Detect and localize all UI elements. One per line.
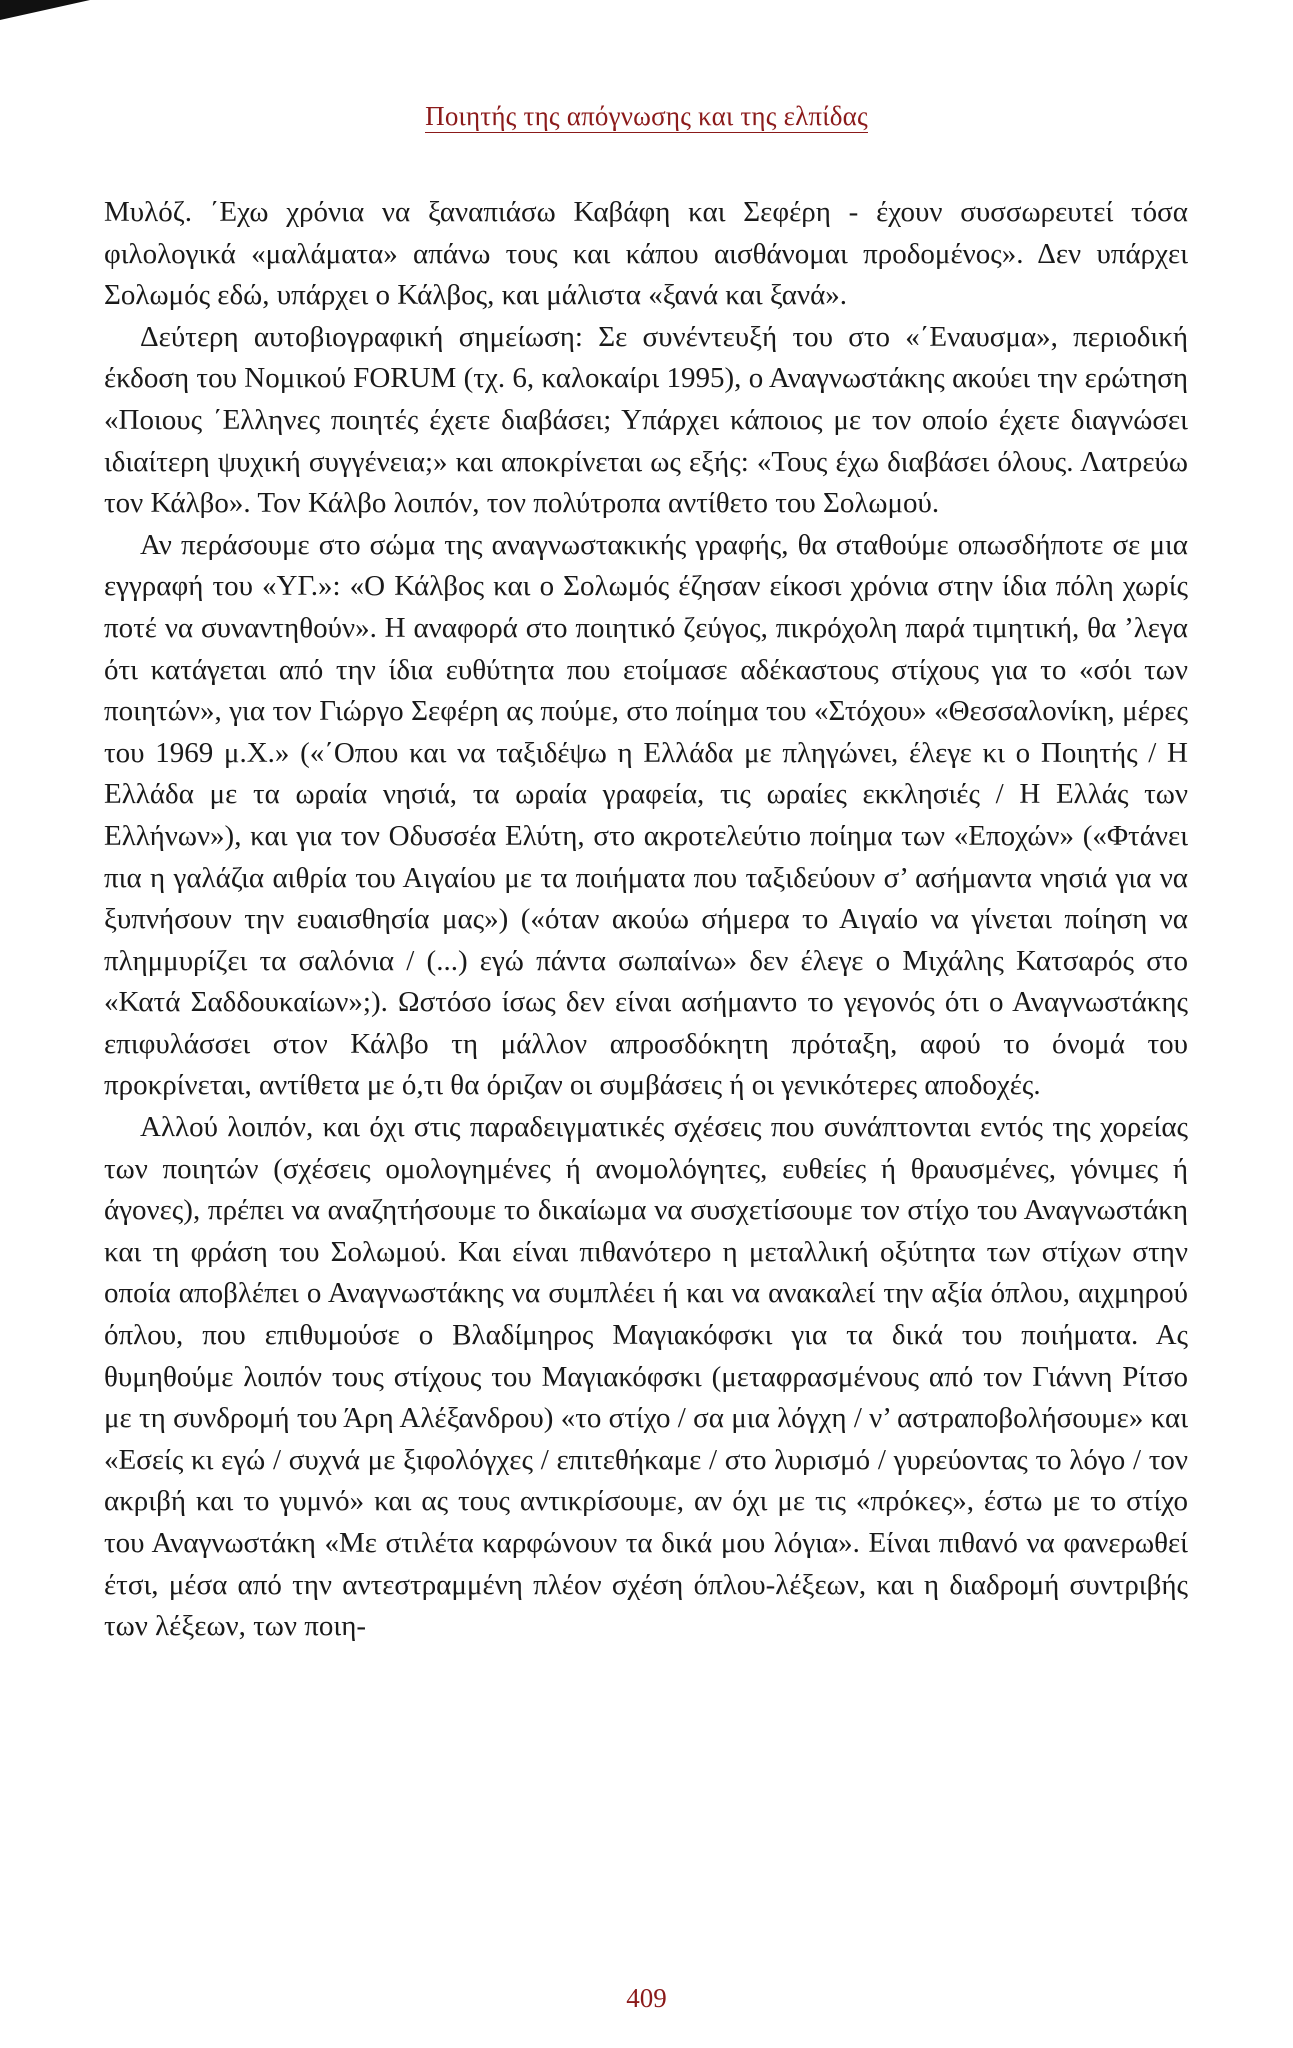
body-text [104, 192, 1188, 1648]
running-head [0, 100, 1293, 133]
paragraph-3: Αν περάσουμε στο σώμα της αναγνωστακικής γραφής, θα σταθούμε οπωσδήποτε σε μια εγγραφή του «ΥΓ.»: «Ο Κάλβος και ο Σολωμός έζησαν είκοσι χρόνια στην ίδια πόλη χωρίς ποτέ να συναντηθούν». Η αναφορά στο ποιητικό ζεύγος, πικρόχολη παρά τιμητική, θα ’λεγα ότι κατάγεται από την ίδια ευθύτητα που ετοίμασε αδέκαστους στίχους για το «σόι των ποιητών», για τον Γιώργο Σεφέρη ας πούμε, στο ποίημα του «Στόχου» «Θεσσαλονίκη, μέρες του 1969 μ.Χ.» («΄Οπου και να ταξιδέψω η Ελλάδα με πληγώνει, έλεγε κι ο Ποιητής / Η Ελλάδα με τα ωραία νησιά, τα ωραία γραφεία, τις ωραίες εκκλησιές / Η Ελλάς των Ελλήνων»), και για τον Οδυσσέα Ελύτη, στο ακροτελεύτιο ποίημα των «Εποχών» («Φτάνει πια η γαλάζια αιθρία του Αιγαίου με τα ποιήματα που ταξιδεύουν σ’ ασήμαντα νησιά για να ξυπνήσουν την ευαισθησία μας») («όταν ακούω σήμερα το Αιγαίο να γίνεται ποίηση να πλημμυρίζει τα σαλόνια / (...) εγώ πάντα σωπαίνω» δεν έλεγε ο Μιχάλης Κατσαρός στο «Κατά Σαδδουκαίων»;). Ωστόσο ίσως δεν είναι ασήμαντο το γεγονός ότι ο Αναγνωστάκης επιφυλάσσει στον Κάλβο τη μάλλον απροσδόκητη πρόταξη, αφού το όνομά του προκρίνεται, αντίθετα με ό,τι θα όριζαν οι συμβάσεις ή οι γενικότερες αποδοχές. [104, 528, 1188, 1102]
running-head-title: Ποιητής της απόγνωσης και της ελπίδας [425, 101, 868, 131]
scan-corner-mark [0, 0, 90, 20]
paragraph-2: Δεύτερη αυτοβιογραφική σημείωση: Σε συνέντευξή του στο «΄Εναυσμα», περιοδική έκδοση του Νομικού FORUM (τχ. 6, καλοκαίρι 1995), ο Αναγνωστάκης ακούει την ερώτηση «Ποιους ΄Ελληνες ποιητές έχετε διαβάσει; Υπάρχει κάποιος με τον οποίο έχετε διαγνώσει ιδιαίτερη ψυχική συγγένεια;» και αποκρίνεται ως εξής: «Τους έχω διαβάσει όλους. Λατρεύω τον Κάλβο». Τον Κάλβο λοιπόν, τον πολύτροπα αντίθετο του Σολωμού. [104, 320, 1188, 520]
paragraph-1: Μυλόζ. ΄Εχω χρόνια να ξαναπιάσω Καβάφη και Σεφέρη - έχουν συσσωρευτεί τόσα φιλολογικά «μαλάματα» απάνω τους και κάπου αισθάνομαι προδομένος». Δεν υπάρχει Σολωμός εδώ, υπάρχει ο Κάλβος, και μάλιστα «ξανά και ξανά». [104, 196, 1188, 312]
paragraph-4: Αλλού λοιπόν, και όχι στις παραδειγματικές σχέσεις που συνάπτονται εντός της χορείας των ποιητών (σχέσεις ομολογημένες ή ανομολόγητες, ευθείες ή θραυσμένες, γόνιμες ή άγονες), πρέπει να αναζητήσουμε το δικαίωμα να συσχετίσουμε τον στίχο του Αναγνωστάκη και τη φράση του Σολωμού. Και είναι πιθανότερο η μεταλλική οξύτητα των στίχων στην οποία αποβλέπει ο Αναγνωστάκης να συμπλέει ή και να ανακαλεί την αξία όπλου, αιχμηρού όπλου, που επιθυμούσε ο Βλαδίμηρος Μαγιακόφσκι για τα δικά του ποιήματα. Ας θυμηθούμε λοιπόν τους στίχους του Μαγιακόφσκι (μεταφρασμένους από τον Γιάννη Ρίτσο με τη συνδρομή του Άρη Αλέξανδρου) «το στίχο / σα μια λόγχη / ν’ αστραποβολήσουμε» και «Εσείς κι εγώ / συχνά με ξιφολόγχες / επιτεθήκαμε / στο λυρισμό / γυρεύοντας το λόγο / τον ακριβή και το γυμνό» και ας τους αντικρίσουμε, αν όχι με τις «πρόκες», έστω με το στίχο του Αναγνωστάκη «Με στιλέτα καρφώνουν τα δικά μου λόγια». Είναι πιθανό να φανερωθεί έτσι, μέσα από την αντεστραμμένη πλέον σχέση όπλου-λέξεων, και η διαδρομή συντριβής των λέξεων, των ποιη- [104, 1111, 1188, 1643]
page-number: 409 [626, 1983, 667, 2013]
